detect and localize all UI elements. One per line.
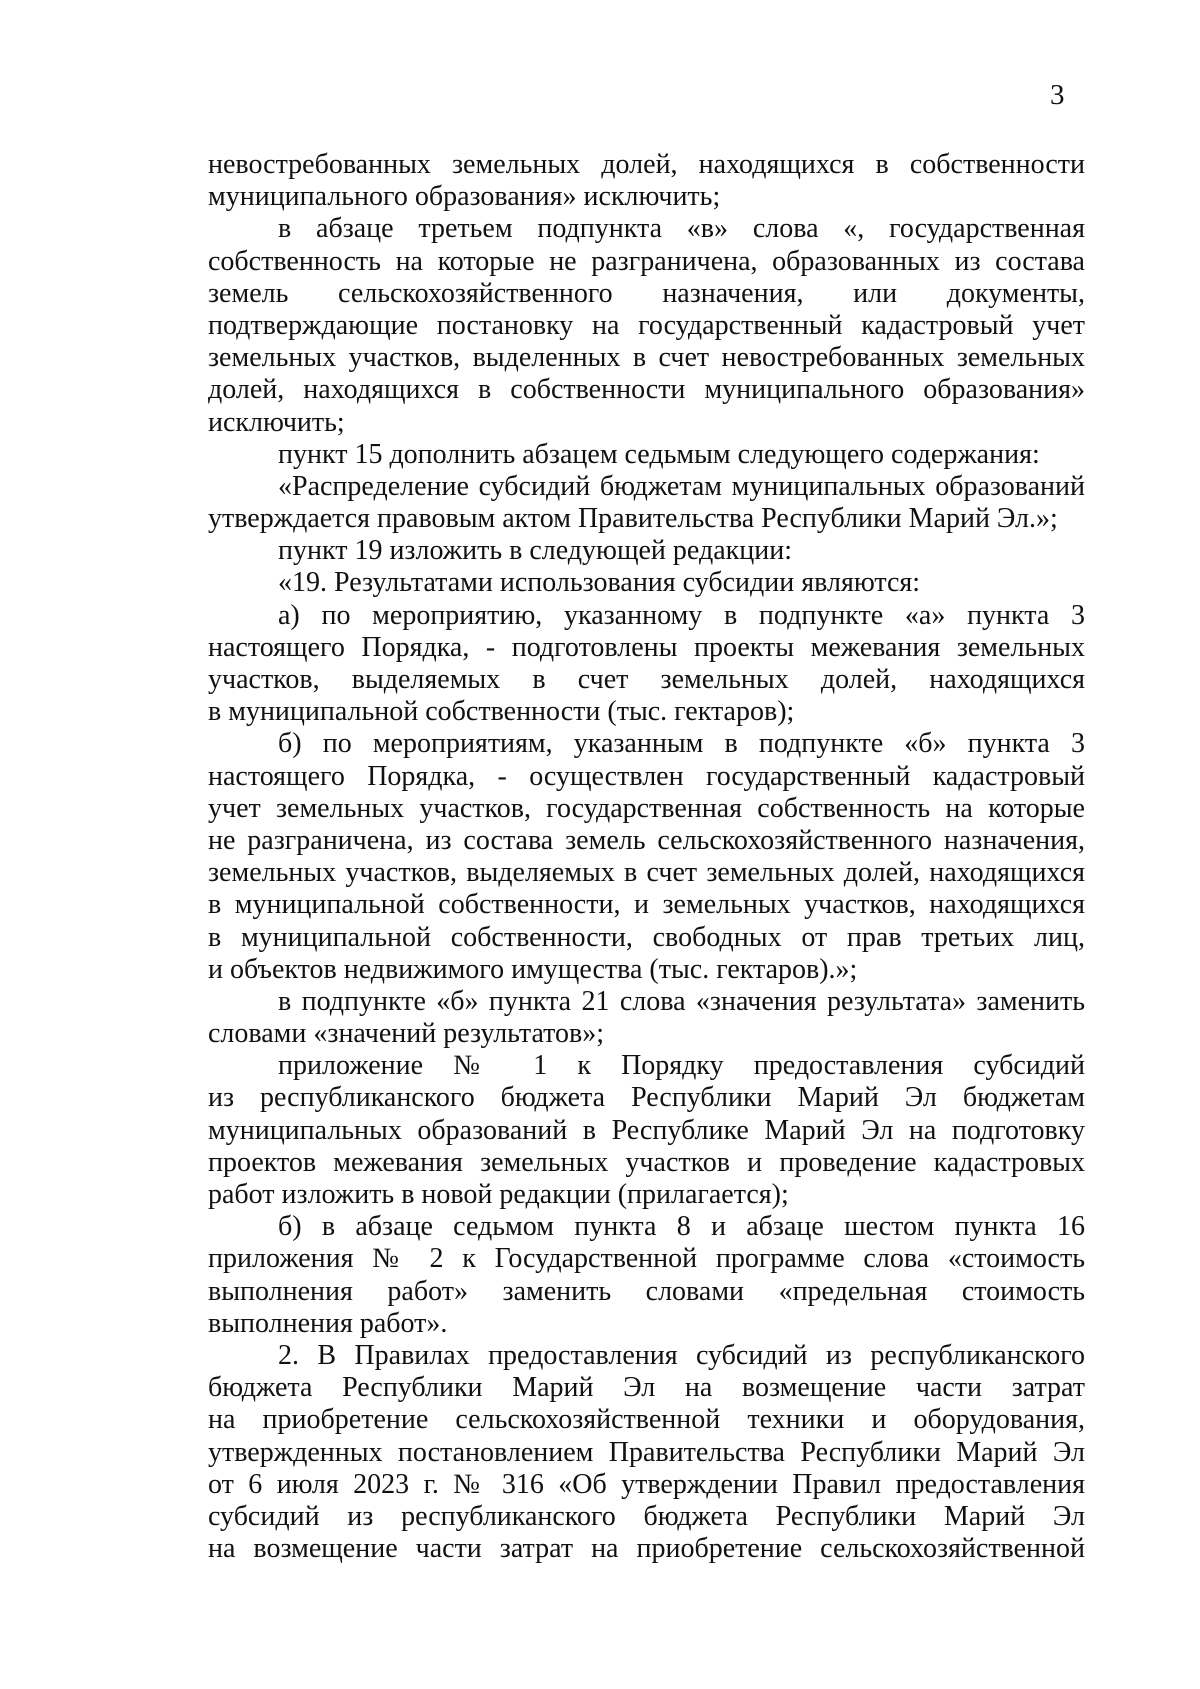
text-line: «19. Результатами использования субсидии являются: xyxy=(278,567,921,599)
text-line: подтверждающие постановку на государственный кадастровый учет xyxy=(208,309,1085,341)
text-line: не разграничена, из состава земель сельскохозяйственного назначения, xyxy=(208,824,1085,856)
text-line: в подпункте «б» пункта 21 слова «значения результата» заменить xyxy=(278,985,1085,1017)
text-line: словами «значений результатов»; xyxy=(208,1018,605,1050)
text-line: бюджета Республики Марий Эл на возмещение части затрат xyxy=(208,1372,1085,1404)
text-line: земельных участков, выделяемых в счет земельных долей, находящихся xyxy=(208,857,1085,889)
text-line: муниципальных образований в Республике Марий Эл на подготовку xyxy=(208,1114,1085,1146)
document-body xyxy=(208,149,1085,1565)
text-line: невостребованных земельных долей, находящихся в собственности xyxy=(208,149,1085,180)
text-line: пункт 19 изложить в следующей редакции: xyxy=(278,535,792,567)
text-line: 2. В Правилах предоставления субсидий из республиканского xyxy=(278,1339,1085,1371)
text-line: работ изложить в новой редакции (прилагается); xyxy=(208,1179,789,1210)
text-line: «Распределение субсидий бюджетам муниципальных образований xyxy=(278,470,1085,502)
text-line: земель сельскохозяйственного назначения, или документы, xyxy=(208,277,1085,309)
text-line: пункт 15 дополнить абзацем седьмым следующего содержания: xyxy=(278,438,1040,470)
text-line: долей, находящихся в собственности муниципального образования» xyxy=(208,374,1085,406)
text-line: а) по мероприятию, указанному в подпункте «а» пункта 3 xyxy=(278,599,1085,631)
text-line: б) в абзаце седьмом пункта 8 и абзаце шестом пункта 16 xyxy=(278,1211,1085,1243)
text-line: и объектов недвижимого имущества (тыс. гектаров).»; xyxy=(208,953,858,985)
text-line: настоящего Порядка, - осуществлен государственный кадастровый xyxy=(208,760,1085,792)
text-line: исключить; xyxy=(208,406,345,438)
text-line: настоящего Порядка, - подготовлены проекты межевания земельных xyxy=(208,631,1085,663)
text-line: в абзаце третьем подпункта «в» слова «, государственная xyxy=(278,213,1085,245)
text-line: субсидий из республиканского бюджета Республики Марий Эл xyxy=(208,1500,1085,1532)
text-line: утвержденных постановлением Правительства Республики Марий Эл xyxy=(208,1436,1085,1468)
text-line: в муниципальной собственности, и земельных участков, находящихся xyxy=(208,889,1085,921)
text-line: участков, выделяемых в счет земельных долей, находящихся xyxy=(208,664,1085,695)
text-line: из республиканского бюджета Республики Марий Эл бюджетам xyxy=(208,1082,1085,1114)
text-line: от 6 июля 2023 г. № 316 «Об утверждении Правил предоставления xyxy=(208,1468,1085,1500)
text-line: б) по мероприятиям, указанным в подпункте «б» пункта 3 xyxy=(278,728,1085,760)
text-line: в муниципальной собственности, свободных от прав третьих лиц, xyxy=(208,921,1085,953)
text-line: собственность на которые не разграничена, образованных из состава xyxy=(208,245,1085,277)
text-line: приложение № 1 к Порядку предоставления субсидий xyxy=(278,1050,1085,1082)
text-line: учет земельных участков, государственная собственность на которые xyxy=(208,792,1085,824)
text-line: приложения № 2 к Государственной программе слова «стоимость xyxy=(208,1243,1085,1275)
text-line: муниципального образования» исключить; xyxy=(208,181,721,213)
page-number: 3 xyxy=(1050,79,1065,111)
text-line: на приобретение сельскохозяйственной техники и оборудования, xyxy=(208,1404,1085,1436)
text-line: в муниципальной собственности (тыс. гектаров); xyxy=(208,696,795,728)
text-line: проектов межевания земельных участков и проведение кадастровых xyxy=(208,1146,1085,1178)
text-line: утверждается правовым актом Правительства Республики Марий Эл.»; xyxy=(208,503,1058,535)
text-line: выполнения работ». xyxy=(208,1307,448,1339)
text-line: земельных участков, выделенных в счет невостребованных земельных xyxy=(208,342,1085,374)
text-line: на возмещение части затрат на приобретение сельскохозяйственной xyxy=(208,1533,1085,1565)
text-line: выполнения работ» заменить словами «предельная стоимость xyxy=(208,1275,1085,1307)
